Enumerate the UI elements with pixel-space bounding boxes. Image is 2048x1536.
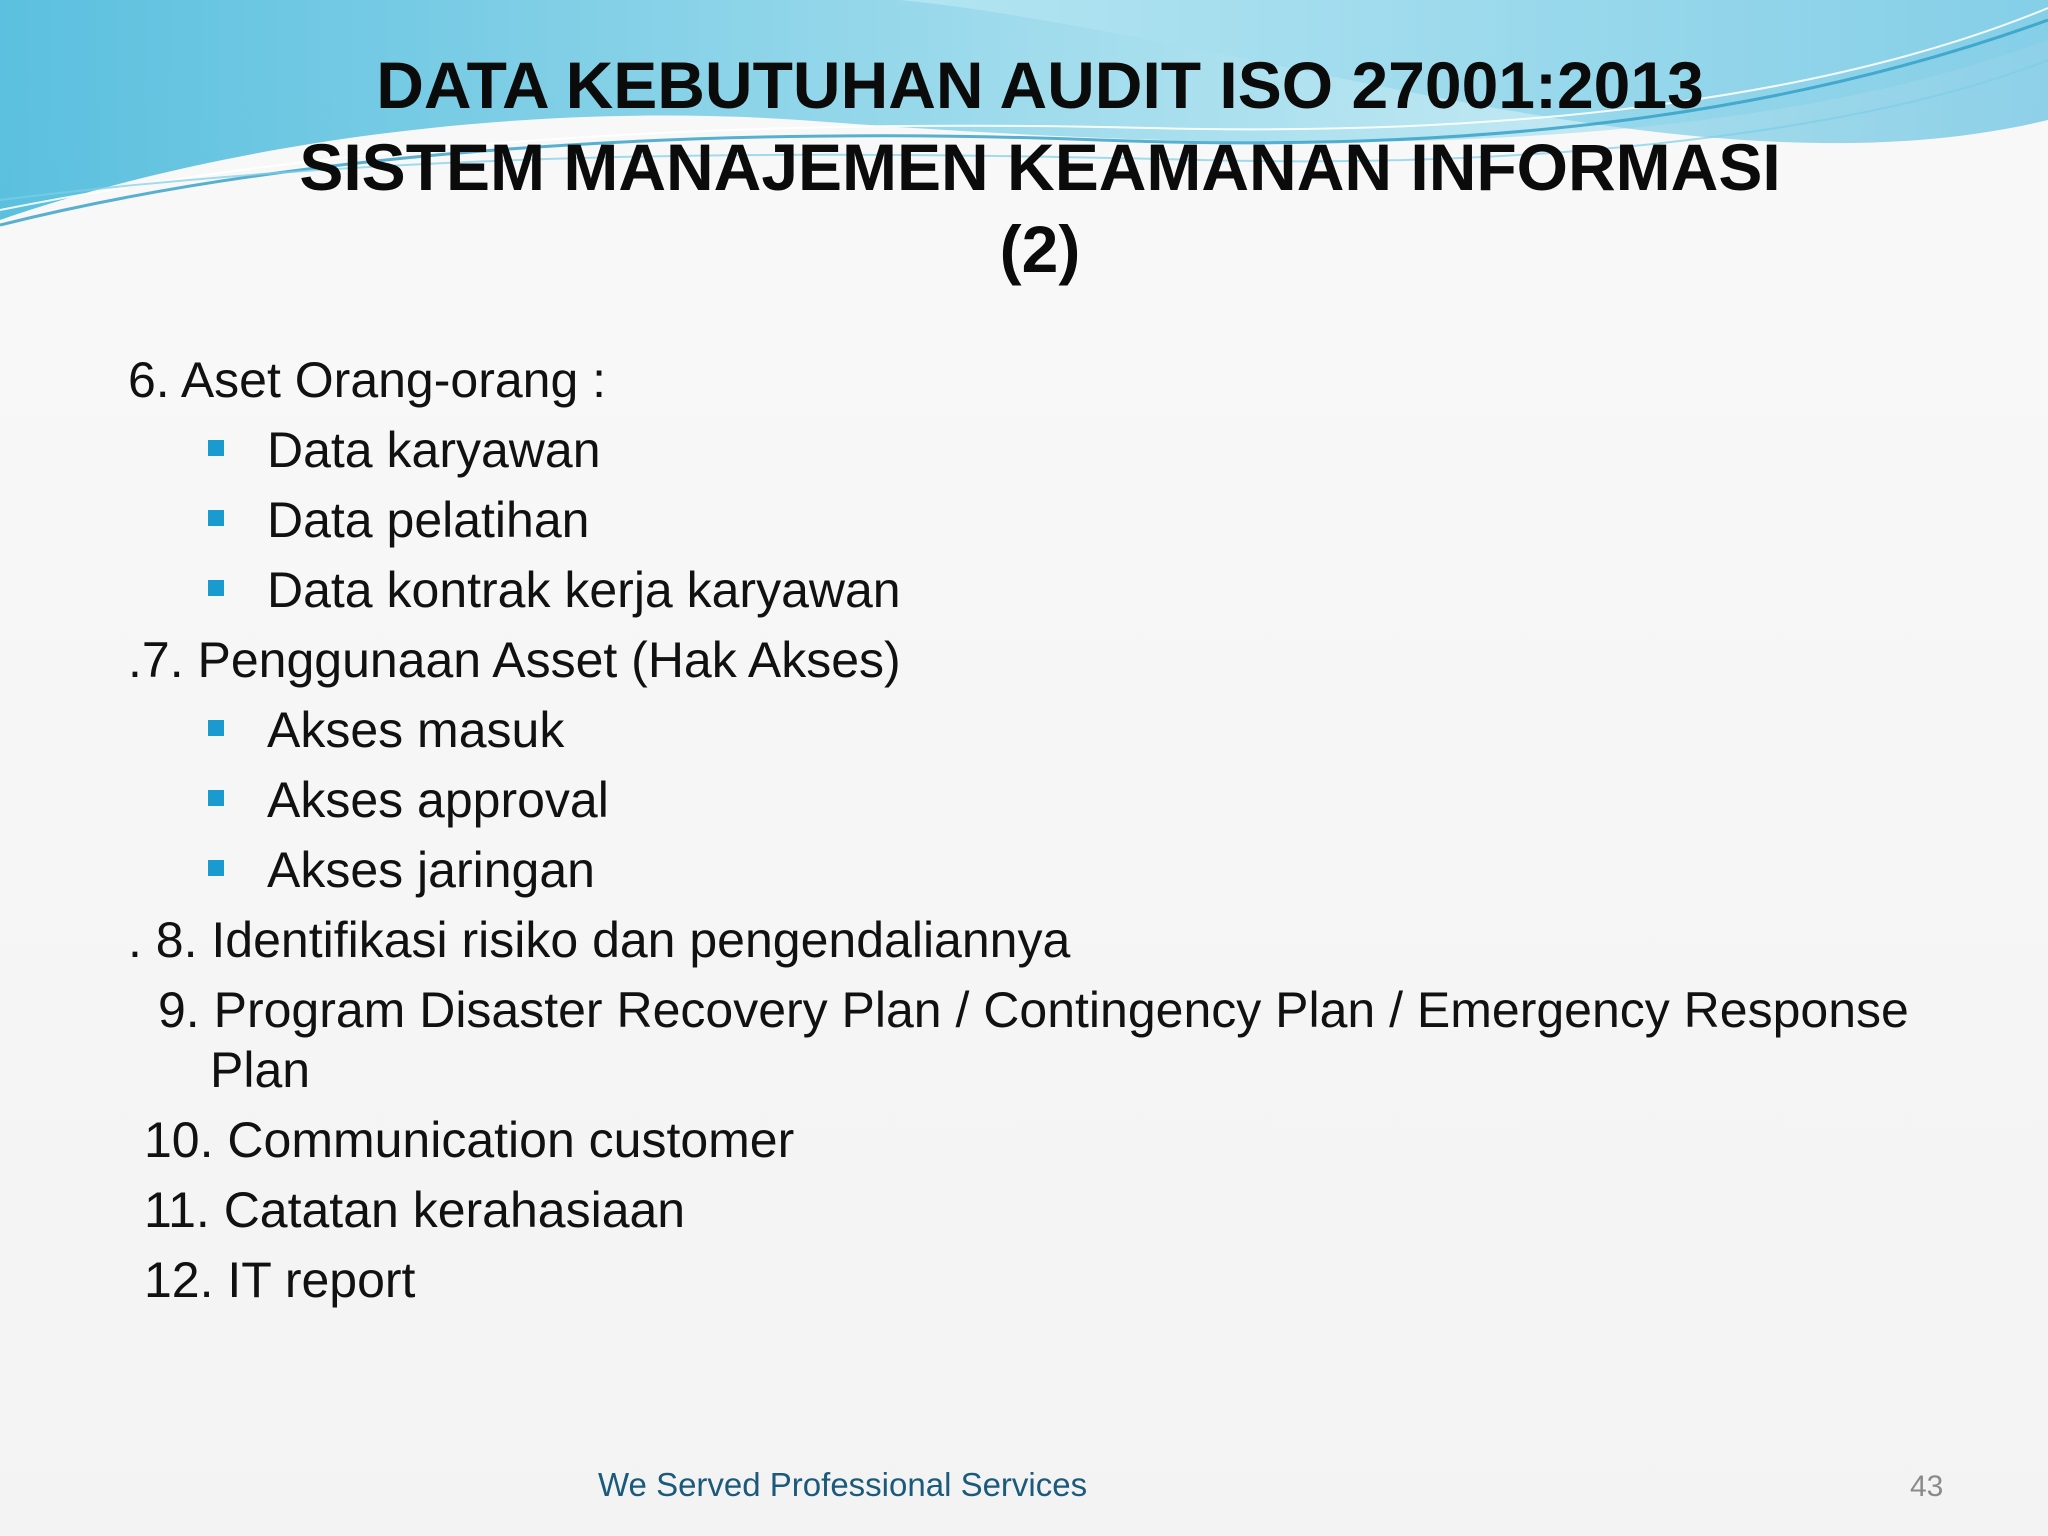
title-line-2: SISTEM MANAJEMEN KEAMANAN INFORMASI <box>299 130 1781 204</box>
list-item: Akses jaringan <box>267 842 595 898</box>
list-heading-11: 11. Catatan kerahasiaan <box>144 1182 686 1238</box>
square-bullet-icon <box>208 440 224 456</box>
list-item: Akses masuk <box>267 702 565 758</box>
list-heading-10: 10. Communication customer <box>144 1112 795 1168</box>
slide-footer: We Served Professional Services <box>598 1466 1088 1503</box>
square-bullet-icon <box>208 860 224 876</box>
list-heading-7: .7. Penggunaan Asset (Hak Akses) <box>128 632 901 688</box>
list-heading-8: . 8. Identifikasi risiko dan pengendaliannya <box>128 912 1071 968</box>
list-item: Data pelatihan <box>267 492 590 548</box>
page-number: 43 <box>1910 1470 1944 1503</box>
list-item: Data karyawan <box>267 422 601 478</box>
square-bullet-icon <box>208 510 224 526</box>
list-heading-12: 12. IT report <box>144 1252 416 1308</box>
title-line-3: (2) <box>999 212 1081 286</box>
list-heading-9-continuation: Plan <box>210 1042 311 1098</box>
square-bullet-icon <box>208 790 224 806</box>
square-bullet-icon <box>208 580 224 596</box>
list-heading-9: 9. Program Disaster Recovery Plan / Contingency Plan / Emergency Response <box>158 982 1909 1038</box>
list-item: Akses approval <box>267 772 609 828</box>
title-line-1: DATA KEBUTUHAN AUDIT ISO 27001:2013 <box>376 48 1704 122</box>
list-item: Data kontrak kerja karyawan <box>267 562 901 618</box>
square-bullet-icon <box>208 720 224 736</box>
list-heading-6: 6. Aset Orang-orang : <box>128 352 607 408</box>
